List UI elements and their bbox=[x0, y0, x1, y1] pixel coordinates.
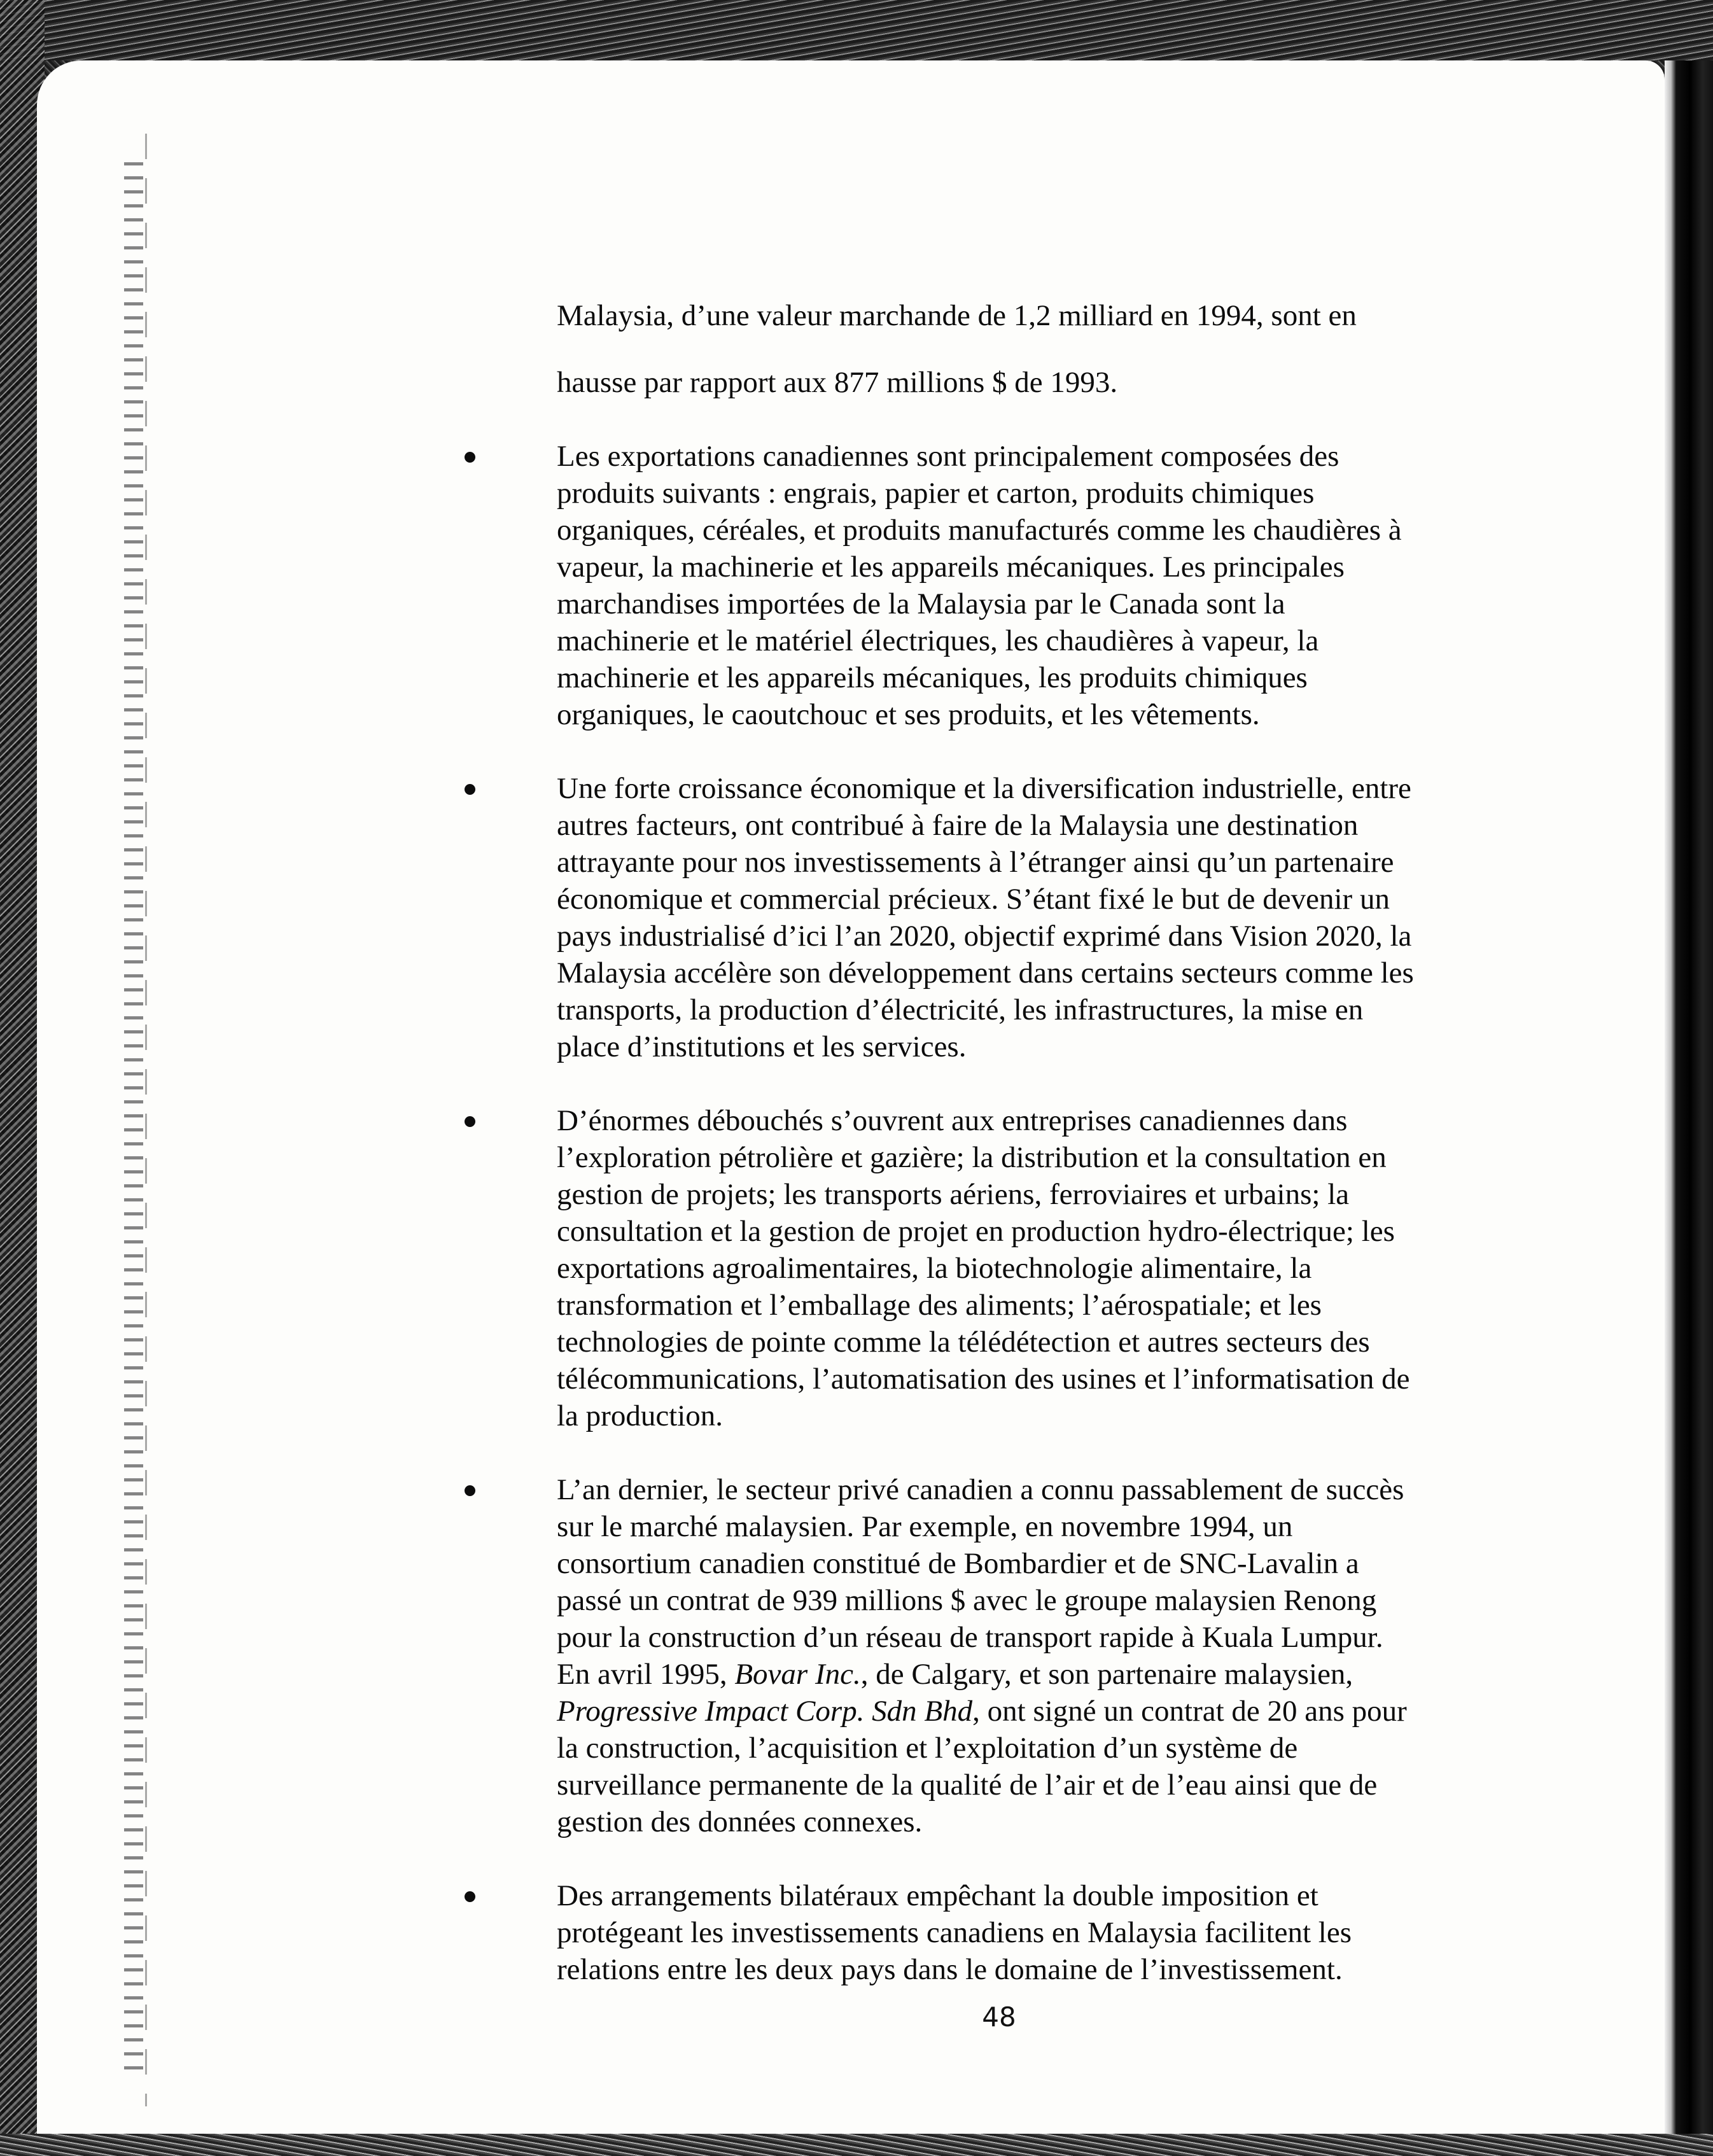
page-body bbox=[465, 267, 1534, 2025]
page-number: 48 bbox=[982, 2001, 1016, 2033]
text-segment: En avril 1995, bbox=[557, 1658, 735, 1691]
text-line: gestion de projets; les transports aériens, ferroviaires et urbains; la bbox=[557, 1178, 1350, 1211]
text-line: marchandises importées de la Malaysia par le Canada sont la bbox=[557, 587, 1285, 620]
text-line: la production. bbox=[557, 1399, 724, 1432]
margin-perforation-marks bbox=[124, 162, 143, 2071]
bullet-icon bbox=[465, 784, 475, 795]
text-line: Les exportations canadiennes sont principalement composées des bbox=[557, 440, 1339, 473]
bullet-icon bbox=[465, 452, 475, 463]
text-line: la construction, l’acquisition et l’exploitation d’un système de bbox=[557, 1732, 1298, 1765]
intro-paragraph bbox=[557, 297, 1534, 401]
company-name: Progressive Impact Corp. Sdn Bhd bbox=[557, 1695, 973, 1728]
text-line: transformation et l’emballage des aliments; l’aérospatiale; et les bbox=[557, 1289, 1322, 1322]
text-line: gestion des données connexes. bbox=[557, 1805, 923, 1838]
bullet-item-tax-arrangements bbox=[465, 1877, 1534, 1988]
text-segment: , ont signé un contrat de 20 ans pour bbox=[972, 1695, 1407, 1728]
text-line: produits suivants : engrais, papier et carton, produits chimiques bbox=[557, 477, 1315, 510]
bullet-icon bbox=[465, 1485, 475, 1496]
text-line: Des arrangements bilatéraux empêchant la double imposition et bbox=[557, 1879, 1318, 1912]
margin-line bbox=[145, 134, 147, 2106]
text-line: machinerie et le matériel électriques, les chaudières à vapeur, la bbox=[557, 624, 1319, 657]
text-line: relations entre les deux pays dans le domaine de l’investissement. bbox=[557, 1953, 1343, 1986]
text-line: passé un contrat de 939 millions $ avec le groupe malaysien Renong bbox=[557, 1584, 1377, 1617]
text-line: organiques, le caoutchouc et ses produits, et les vêtements. bbox=[557, 698, 1260, 731]
text-line bbox=[557, 1693, 1534, 1730]
company-name: Bovar Inc. bbox=[734, 1658, 861, 1691]
text-line: économique et commercial précieux. S’étant fixé le but de devenir un bbox=[557, 883, 1390, 916]
text-line: Malaysia, d’une valeur marchande de 1,2 milliard en 1994, sont en bbox=[557, 299, 1357, 332]
text-line: surveillance permanente de la qualité de l’air et de l’eau ainsi que de bbox=[557, 1768, 1378, 1802]
text-line: technologies de pointe comme la télédétection et autres secteurs des bbox=[557, 1326, 1370, 1359]
text-line: pays industrialisé d’ici l’an 2020, objectif exprimé dans Vision 2020, la bbox=[557, 920, 1412, 953]
text-segment: , de Calgary, et son partenaire malaysien, bbox=[860, 1658, 1353, 1691]
text-line: consortium canadien constitué de Bombardier et de SNC-Lavalin a bbox=[557, 1547, 1359, 1580]
text-line bbox=[557, 1656, 1534, 1693]
text-line: pour la construction d’un réseau de transport rapide à Kuala Lumpur. bbox=[557, 1621, 1383, 1654]
text-line: consultation et la gestion de projet en production hydro-électrique; les bbox=[557, 1215, 1395, 1248]
text-line: attrayante pour nos investissements à l’étranger ainsi qu’un partenaire bbox=[557, 846, 1394, 879]
page-binding-edge bbox=[1665, 60, 1713, 2156]
text-line: organiques, céréales, et produits manufacturés comme les chaudières à bbox=[557, 514, 1402, 547]
bullet-icon bbox=[465, 1116, 475, 1127]
scan-bottom-edge bbox=[0, 2134, 1713, 2156]
text-line: vapeur, la machinerie et les appareils mécaniques. Les principales bbox=[557, 550, 1345, 584]
text-line: place d’institutions et les services. bbox=[557, 1030, 967, 1063]
text-line: l’exploration pétrolière et gazière; la distribution et la consultation en bbox=[557, 1141, 1387, 1174]
text-line: L’an dernier, le secteur privé canadien a connu passablement de succès bbox=[557, 1473, 1404, 1506]
text-line: D’énormes débouchés s’ouvrent aux entreprises canadiennes dans bbox=[557, 1104, 1348, 1137]
text-line: sur le marché malaysien. Par exemple, en novembre 1994, un bbox=[557, 1510, 1293, 1543]
text-line: Malaysia accélère son développement dans certains secteurs comme les bbox=[557, 956, 1414, 990]
scan-top-edge bbox=[0, 0, 1713, 60]
bullet-item-private-sector bbox=[465, 1471, 1534, 1840]
bullet-item-growth bbox=[465, 770, 1534, 1065]
text-line: hausse par rapport aux 877 millions $ de 1993. bbox=[557, 366, 1118, 399]
text-line: protégeant les investissements canadiens en Malaysia facilitent les bbox=[557, 1916, 1352, 1949]
bullet-item-exports bbox=[465, 438, 1534, 733]
text-line: télécommunications, l’automatisation des usines et l’informatisation de bbox=[557, 1362, 1410, 1396]
text-line: exportations agroalimentaires, la biotechnologie alimentaire, la bbox=[557, 1252, 1312, 1285]
text-line: transports, la production d’électricité, les infrastructures, la mise en bbox=[557, 993, 1364, 1026]
text-line: machinerie et les appareils mécaniques, les produits chimiques bbox=[557, 661, 1308, 694]
bullet-icon bbox=[465, 1891, 475, 1902]
text-line: autres facteurs, ont contribué à faire de la Malaysia une destination bbox=[557, 809, 1359, 842]
text-line: Une forte croissance économique et la diversification industrielle, entre bbox=[557, 772, 1411, 805]
bullet-item-opportunities bbox=[465, 1102, 1534, 1434]
